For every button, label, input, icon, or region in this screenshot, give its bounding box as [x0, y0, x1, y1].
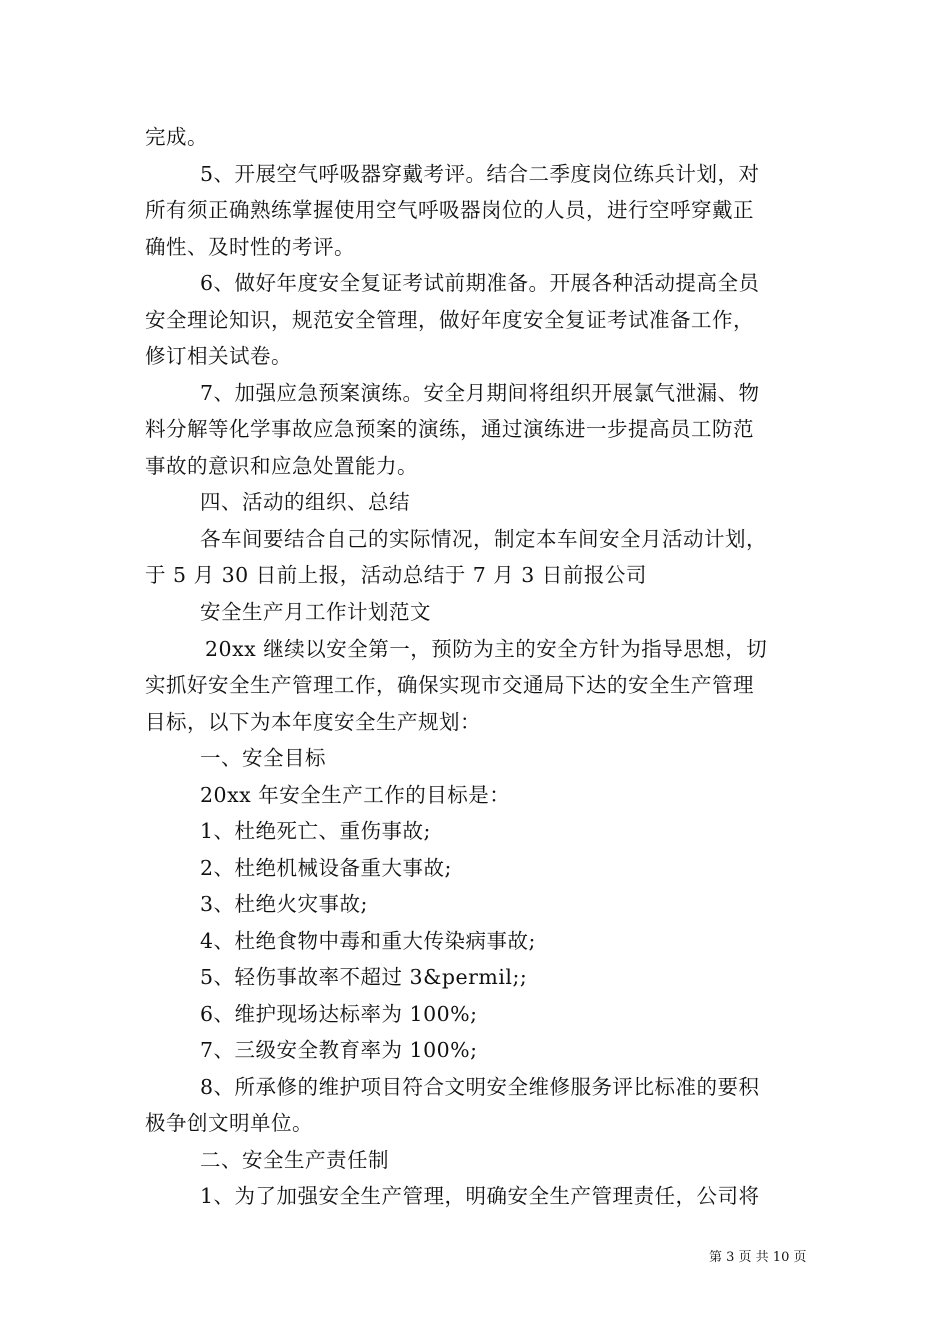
text-line: 确性、及时性的考评。 — [145, 235, 355, 259]
list-item: 1、杜绝死亡、重伤事故; — [200, 819, 431, 843]
text-line: 料分解等化学事故应急预案的演练，通过演练进一步提高员工防范 — [145, 417, 754, 441]
text-line: 完成。 — [145, 125, 208, 149]
list-item: 3、杜绝火灾事故; — [200, 892, 368, 916]
text-line: 修订相关试卷。 — [145, 344, 292, 368]
section-heading: 二、安全生产责任制 — [200, 1148, 389, 1172]
text-line: 安全理论知识，规范安全管理，做好年度安全复证考试准备工作， — [145, 308, 754, 332]
list-item: 5、轻伤事故率不超过 3&permil;; — [200, 965, 528, 989]
section-heading: 一、安全目标 — [200, 746, 326, 770]
list-item: 6、维护现场达标率为 100%; — [200, 1002, 478, 1026]
text-line: 目标，以下为本年度安全生产规划： — [145, 710, 481, 734]
text-line: 1、为了加强安全生产管理，明确安全生产管理责任，公司将 — [200, 1184, 760, 1208]
text-line: 7、加强应急预案演练。安全月期间将组织开展氯气泄漏、物 — [200, 381, 760, 405]
text-line: 极争创文明单位。 — [145, 1111, 313, 1135]
list-item: 2、杜绝机械设备重大事故; — [200, 856, 452, 880]
text-line: 各车间要结合自己的实际情况，制定本车间安全月活动计划， — [200, 527, 767, 551]
section-heading: 四、活动的组织、总结 — [200, 490, 410, 514]
text-line: 实抓好安全生产管理工作，确保实现市交通局下达的安全生产管理 — [145, 673, 754, 697]
list-item: 4、杜绝食物中毒和重大传染病事故; — [200, 929, 536, 953]
document-title: 安全生产月工作计划范文 — [200, 600, 431, 624]
text-line: 6、做好年度安全复证考试前期准备。开展各种活动提高全员 — [200, 271, 760, 295]
text-line: 5、开展空气呼吸器穿戴考评。结合二季度岗位练兵计划，对 — [200, 162, 760, 186]
text-line: 事故的意识和应急处置能力。 — [145, 454, 418, 478]
text-line: 所有须正确熟练掌握使用空气呼吸器岗位的人员，进行空呼穿戴正 — [145, 198, 754, 222]
list-item: 8、所承修的维护项目符合文明安全维修服务评比标准的要积 — [200, 1075, 760, 1099]
list-item: 7、三级安全教育率为 100%; — [200, 1038, 478, 1062]
text-line: 于 5 月 30 日前上报，活动总结于 7 月 3 日前报公司 — [145, 563, 647, 587]
text-line: 20xx 继续以安全第一，预防为主的安全方针为指导思想，切 — [205, 637, 768, 661]
page-number-footer: 第 3 页 共 10 页 — [709, 1250, 807, 1265]
text-line: 20xx 年安全生产工作的目标是： — [200, 783, 511, 807]
